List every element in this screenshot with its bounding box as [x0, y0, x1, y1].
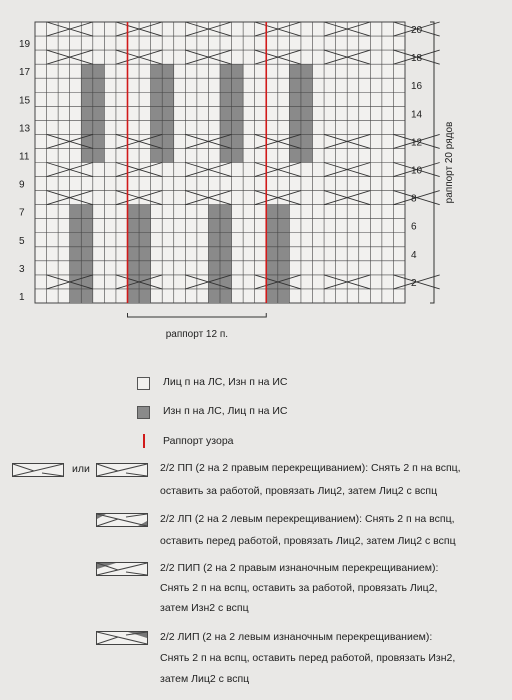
row-number-left: 7 — [19, 207, 25, 219]
or-label: или — [72, 463, 90, 475]
right-purl-cross-cable-icon — [96, 562, 148, 576]
row-number-right: 18 — [411, 53, 423, 65]
cable4-line2: Снять 2 п на вспц, оставить перед работой, провязать Изн2, — [160, 652, 456, 664]
column-repeat-bracket — [128, 313, 267, 317]
row-repeat-bracket — [430, 22, 434, 303]
right-cross-cable-alt-icon — [96, 463, 148, 477]
row-number-left: 1 — [19, 291, 25, 303]
cable3-line2: Снять 2 п на вспц, оставить за работой, провязать Лиц2, — [160, 582, 438, 594]
right-cross-cable-icon — [12, 463, 64, 477]
cable2-line1: 2/2 ЛП (2 на 2 левым перекрещиванием): Снять 2 п на вспц, — [160, 513, 455, 525]
column-repeat-label: раппорт 12 п. — [165, 329, 229, 340]
row-number-left: 9 — [19, 179, 25, 191]
row-number-left: 15 — [19, 95, 31, 107]
left-cross-cable-icon — [96, 513, 148, 527]
row-number-right: 8 — [411, 193, 417, 205]
repeat-legend-label: Раппорт узора — [163, 435, 234, 447]
row-number-right: 12 — [411, 137, 423, 149]
row-repeat-label: раппорт 20 рядов — [444, 121, 455, 204]
cable1-line2: оставить за работой, провязать Лиц2, затем Лиц2 с вспц — [160, 485, 438, 497]
row-number-left: 5 — [19, 235, 25, 247]
row-number-right: 10 — [411, 165, 423, 177]
row-number-right: 6 — [411, 221, 417, 233]
row-number-left: 3 — [19, 263, 25, 275]
row-number-right: 2 — [411, 277, 417, 289]
cable3-line1: 2/2 ПИП (2 на 2 правым изнаночным перекрещиванием): — [160, 562, 439, 574]
cable1-line1: 2/2 ПП (2 на 2 правым перекрещиванием): Снять 2 п на вспц, — [160, 462, 461, 474]
purl-swatch — [137, 406, 150, 419]
cable3-line3: затем Изн2 с вспц — [160, 602, 249, 614]
cable2-line2: оставить перед работой, провязать Лиц2, затем Лиц2 с вспц — [160, 535, 456, 547]
row-number-left: 17 — [19, 67, 31, 79]
row-number-left: 13 — [19, 123, 31, 135]
left-purl-cross-cable-icon — [96, 631, 148, 645]
row-number-right: 4 — [411, 249, 417, 261]
row-number-right: 14 — [411, 109, 423, 121]
repeat-red-line-icon — [143, 434, 145, 448]
knit-legend-label: Лиц п на ЛС, Изн п на ИС — [163, 376, 288, 388]
row-number-right: 20 — [411, 25, 423, 37]
row-number-right: 16 — [411, 81, 423, 93]
purl-legend-label: Изн п на ЛС, Лиц п на ИС — [163, 405, 288, 417]
knit-swatch — [137, 377, 150, 390]
row-number-left: 11 — [19, 151, 30, 163]
cable4-line3: затем Лиц2 с вспц — [160, 673, 250, 685]
cable4-line1: 2/2 ЛИП (2 на 2 левым изнаночным перекрещиванием): — [160, 631, 433, 643]
row-number-left: 19 — [19, 39, 31, 51]
